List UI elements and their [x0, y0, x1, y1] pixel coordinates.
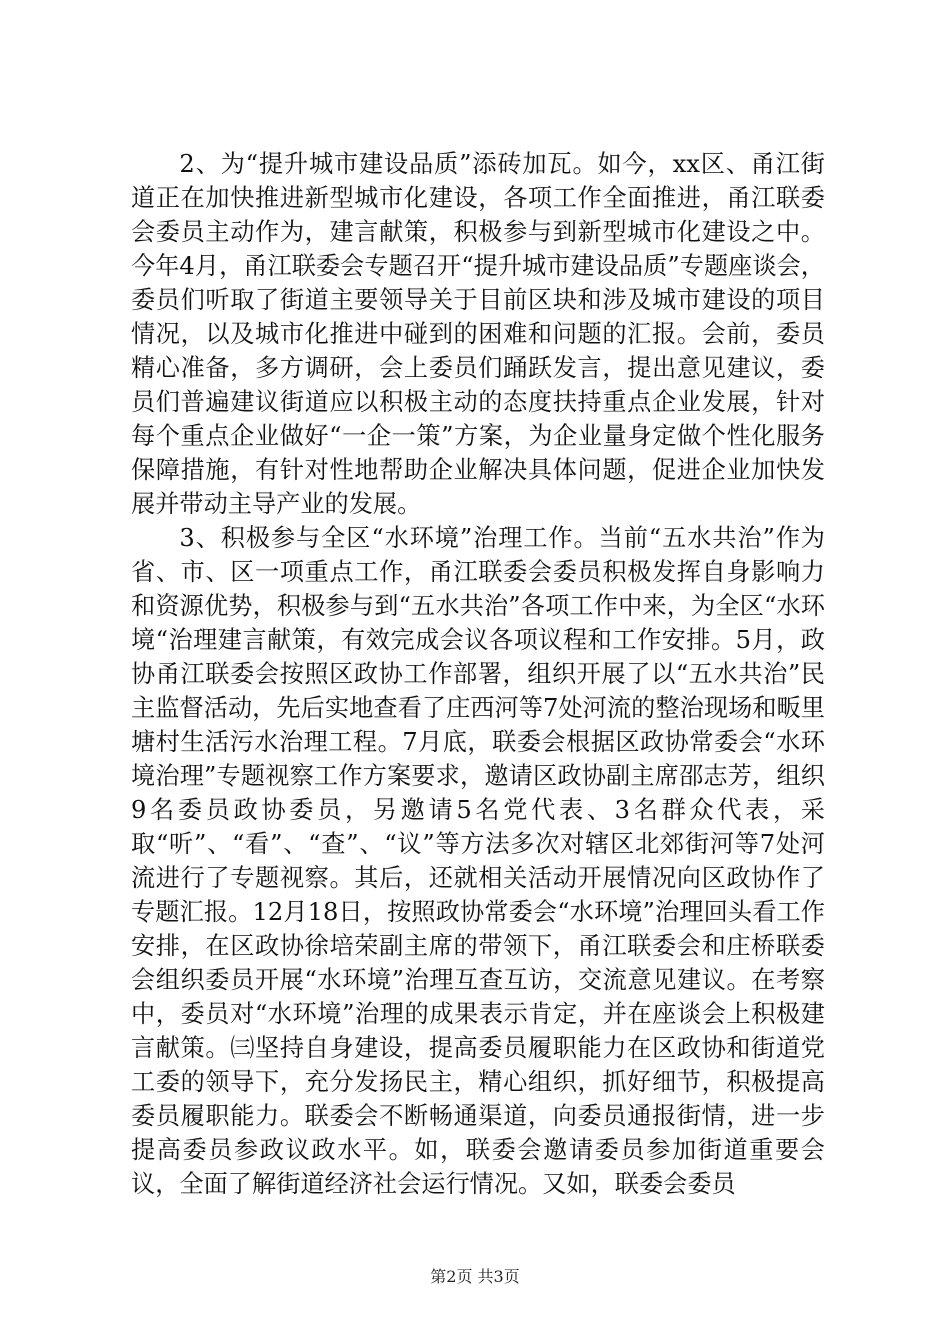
paragraph-city-construction: 2、为“提升城市建设品质”添砖加瓦。如今，xx区、甬江街道正在加快推进新型城市化建设，各项工作全面推进，甬江联委会委员主动作为，建言献策，积极参与到新型城市化建设之中。今年4月，甬江联委会专题召开“提升城市建设品质”专题座谈会，委员们听取了街道主要领导关于目前区块和涉及城市建设的项目情况，以及城市化推进中碰到的困难和问题的汇报。会前，委员精心准备，多方调研，会上委员们踊跃发言，提出意见建议，委员们普遍建议街道应以积极主动的态度扶持重点企业发展，针对每个重点企业做好“一企一策”方案，为企业量身定做个性化服务保障措施，有针对性地帮助企业解决具体问题，促进企业加快发展并带动主导产业的发展。 [131, 150, 825, 518]
document-body [131, 147, 825, 1201]
paragraph-water-environment: 3、积极参与全区“水环境”治理工作。当前“五水共治”作为省、市、区一项重点工作，甬江联委会委员积极发挥自身影响力和资源优势，积极参与到“五水共治”各项工作中来，为全区“水环境“治理建言献策，有效完成会议各项议程和工作安排。5月，政协甬江联委会按照区政协工作部署，组织开展了以“五水共治”民主监督活动，先后实地查看了庄西河等7处河流的整治现场和畈里塘村生活污水治理工程。7月底，联委会根据区政协常委会“水环境治理”专题视察工作方案要求，邀请区政协副主席邵志芳，组织9名委员政协委员，另邀请5名党代表、3名群众代表，采取“听”、“看”、“查”、“议”等方法多次对辖区北郊街河等7处河流进行了专题视察。其后，还就相关活动开展情况向区政协作了专题汇报。12月18日，按照政协常委会“水环境”治理回头看工作安排，在区政协徐培荣副主席的带领下，甬江联委会和庄桥联委会组织委员开展“水环境”治理互查互访，交流意见建议。在考察中，委员对“水环境”治理的成果表示肯定，并在座谈会上积极建言献策。㈢坚持自身建设，提高委员履职能力在区政协和街道党工委的领导下，充分发扬民主，精心组织，抓好细节，积极提高委员履职能力。联委会不断畅通渠道，向委员通报街情，进一步提高委员参政议政水平。如，联委会邀请委员参加街道重要会议，全面了解街道经济社会运行情况。又如，联委会委员 [131, 524, 825, 1198]
page-footer: 第2页 共3页 [430, 1267, 520, 1286]
